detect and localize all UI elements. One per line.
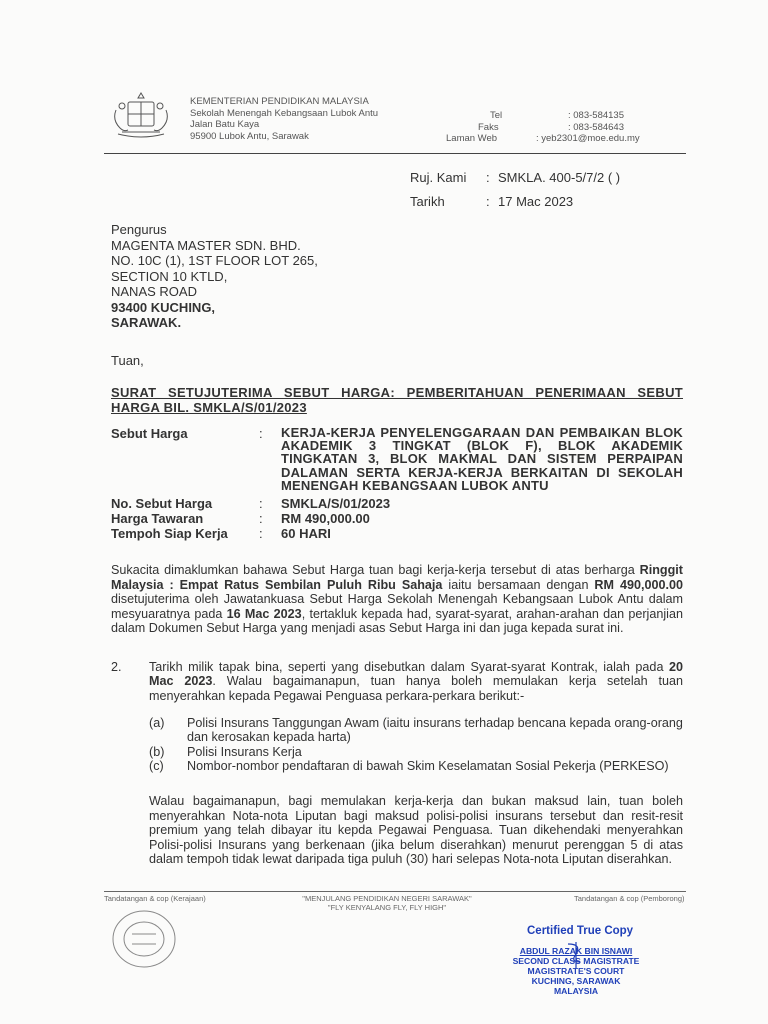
paragraph-2: 2. Tarikh milik tapak bina, seperti yang disebutkan dalam Syarat-syarat Kontrak, ialah pada 20 Mac 2023. Walau bagaimanapun, tuan hanya boleh memulakan kerja setelah tuan menyerahkan kepada Pegawai Penguasa perkara-perkara berikut:-	[111, 660, 684, 703]
harga-tawaran-label: Harga Tawaran	[111, 511, 204, 527]
tempoh-label: Tempoh Siap Kerja	[111, 526, 228, 542]
paragraph-number: 2.	[111, 660, 122, 674]
malaysia-crest-logo	[108, 90, 174, 140]
contact-fax: Faks : 083-584643	[478, 121, 624, 133]
list-item: (c) Nombor-nombor pendaftaran di bawah Skim Keselamatan Sosial Pekerja (PERKESO)	[149, 759, 669, 774]
header-divider	[104, 153, 686, 154]
no-sebut-harga-value: SMKLA/S/01/2023	[281, 496, 391, 512]
ref-label: Ruj. Kami	[410, 170, 467, 185]
footer-signature-gov: Tandatangan & cop (Kerajaan)	[104, 894, 206, 903]
sebut-harga-value: KERJA-KERJA PENYELENGGARAAN DAN PEMBAIKAN BLOK AKADEMIK 3 TINGKAT (BLOK F), BLOK AKADEMIK TINGKATAN 3, BLOK MAKMAL DAN SISTEM PERPAIPAN DALAMAN SERTA KERJA-KERJA BERKAITAN DI SEKOLAH MENENGAH KEBANGSAAN LUBOK ANTU	[281, 425, 683, 493]
salutation: Tuan,	[111, 353, 144, 368]
school-street: Jalan Batu Kaya	[190, 119, 260, 130]
paragraph-1: Sukacita dimaklumkan bahawa Sebut Harga tuan bagi kerja-kerja tersebut di atas berharga Ringgit Malaysia : Empat Ratus Sembilan Puluh Ribu Sahaja iaitu bersamaan dengan RM 490,000.00 disetujuterima oleh Jawatankuasa Sebut Harga Sekolah Menengah Kebangsaan Lubok Antu dalam mesyuaratnya pada 16 Mac 2023, tertakluk kepada had, syarat-syarat, arahan-arahan dan perjanjian dalam Dokumen Sebut Harga yang menjadi asas Sebut Harga ini dan juga kepada surat ini.	[111, 563, 683, 636]
reference-block: Ruj. Kami : SMKLA. 400-5/7/2 ( ) Tarikh : 17 Mac 2023	[410, 170, 620, 218]
recipient-address: Pengurus MAGENTA MASTER SDN. BHD. NO. 10C (1), 1ST FLOOR LOT 265, SECTION 10 KTLD, NANAS ROAD 93400 KUCHING, SARAWAK.	[111, 222, 318, 330]
ministry-name: KEMENTERIAN PENDIDIKAN MALAYSIA	[190, 96, 369, 107]
certified-true-copy-stamp: Certified True Copy	[527, 925, 634, 937]
footer-divider	[104, 891, 686, 892]
school-stamp-icon	[110, 908, 178, 970]
date-label: Tarikh	[410, 194, 445, 209]
magistrate-stamp: ABDUL RAZAK BIN ISNAWI SECOND CLASS MAGISTRATE MAGISTRATE'S COURT KUCHING, SARAWAK MALAYSIA	[512, 946, 640, 996]
ref-value: SMKLA. 400-5/7/2 ( )	[498, 170, 621, 185]
tempoh-value: 60 HARI	[281, 526, 331, 542]
list-item: (b) Polisi Insurans Kerja	[149, 744, 302, 759]
tender-details: Sebut Harga : KERJA-KERJA PENYELENGGARAAN DAN PEMBAIKAN BLOK AKADEMIK 3 TINGKAT (BLOK F), BLOK AKADEMIK TINGKATAN 3, BLOK MAKMAL DAN SISTEM PERPAIPAN DALAMAN SERTA KERJA-KERJA BERKAITAN DI SEKOLAH MENENGAH KEBANGSAAN LUBOK ANTU No. Sebut Harga : SMKLA/S/01/2023 Harga Tawaran : RM 490,000.00 Tempoh Siap Kerja : 60 HARI	[111, 425, 683, 542]
school-postcode: 95900 Lubok Antu, Sarawak	[190, 130, 309, 142]
footer-signature-contractor: Tandatangan & cop (Pemborong)	[574, 894, 685, 903]
requirement-list	[149, 716, 683, 774]
footer-motto: "MENJULANG PENDIDIKAN NEGERI SARAWAK" "FLY KENYALANG FLY, FLY HIGH"	[302, 894, 472, 912]
harga-tawaran-value: RM 490,000.00	[281, 511, 370, 527]
contact-web: Laman Web : yeb2301@moe.edu.my	[446, 133, 640, 144]
paragraph-3: Walau bagaimanapun, bagi memulakan kerja-kerja dan bukan maksud lain, tuan boleh menyerahkan Nota-nota Liputan bagi maksud polisi-polisi insurans tersebut dan resit-resit premium yang telah dibayar itu kepda Pegawai Penguasa. Tuan dikehendaki menyerahkan Polisi-polisi Insurans yang berkenaan (jika belum diserahkan) menurut perenggan 5 di atas dalam tempoh tidak lewat daripada tiga puluh (30) hari selepas Nota-nota Liputan diserahkan.	[149, 794, 683, 867]
date-value: 17 Mac 2023	[498, 194, 574, 209]
school-name: Sekolah Menengah Kebangsaan Lubok Antu	[190, 107, 379, 119]
contact-tel: Tel : 083-584135	[490, 110, 624, 121]
no-sebut-harga-label: No. Sebut Harga	[111, 496, 213, 512]
sebut-harga-label: Sebut Harga	[111, 426, 188, 441]
list-item: (a) Polisi Insurans Tanggungan Awam (iaitu insurans terhadap bencana kepada orang-orang dan kerosakan kepada harta)	[149, 716, 683, 745]
letter-subject: SURAT SETUJUTERIMA SEBUT HARGA: PEMBERITAHUAN PENERIMAAN SEBUT HARGA BIL. SMKLA/S/01/2023	[111, 385, 683, 415]
school-letterhead	[190, 96, 378, 142]
contact-block	[446, 110, 640, 145]
